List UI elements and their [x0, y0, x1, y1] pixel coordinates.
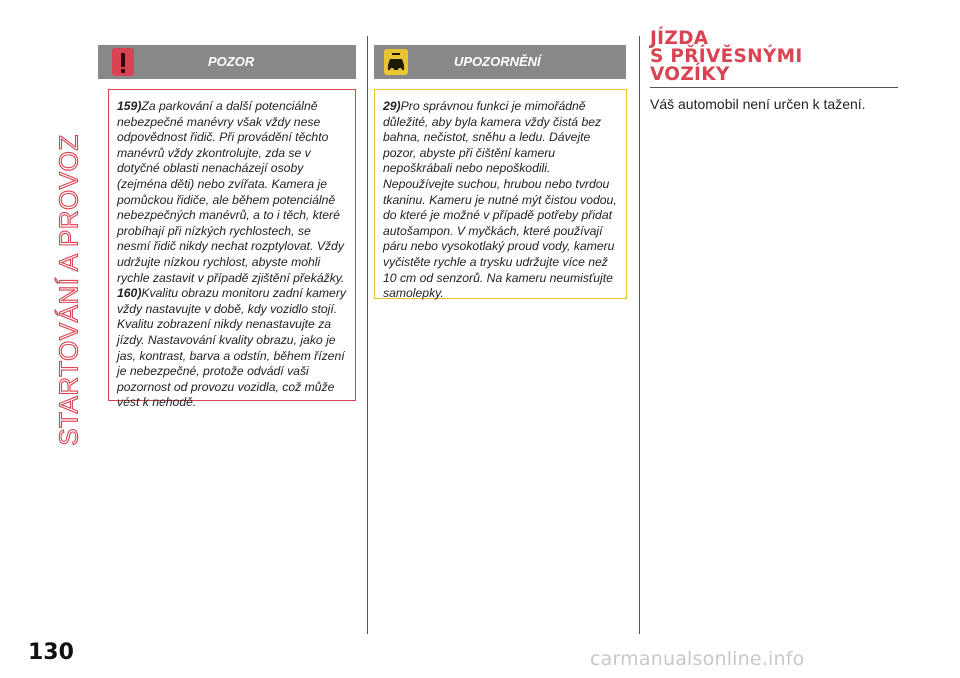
chapter-side-title: [48, 30, 90, 550]
page-number: 130: [28, 640, 74, 665]
pozor-header-title: POZOR: [208, 54, 255, 69]
section-title: [650, 30, 900, 84]
section-title-line-2: S PŘÍVĚSNÝMI: [650, 46, 803, 67]
section-title-line-3: VOZÍKY: [650, 64, 730, 85]
ref-159: 159): [117, 99, 142, 113]
column-divider-1: [367, 36, 368, 634]
watermark-text: carmanualsonline.info: [590, 648, 805, 670]
section-title-underline: [650, 87, 898, 88]
danger-exclamation-icon: [109, 45, 137, 84]
upozorneni-paragraph-29: [383, 99, 618, 302]
upozorneni-paragraph-29-text: Pro správnou funkci je mimořádně důležité, aby byla kamera vždy čistá bez bahna, nečistot, sněhu a ledu. Dávejte pozor, abyste při čištění kameru nepoškrábali nebo nepoškodili. Nepoužívejte suchou, hrubou nebo tvrdou tkaninu. Kameru je nutné mýt čistou vodou, do které je možné v případě potřeby přidat autošampon. V myčkách, které používají páru nebo vysokotlaký proud vody, kameru vyčistěte rychle a trysku udržujte více než 10 cm od senzorů. Na kameru neumisťujte samolepky.: [383, 99, 617, 301]
upozorneni-header-title: UPOZORNĚNÍ: [454, 54, 541, 69]
car-warning-icon: [382, 45, 410, 84]
pozor-paragraph-160-text: Kvalitu obrazu monitoru zadní kamery vždy nastavujte v době, kdy vozidlo stojí. Kvalitu zobrazení nikdy nenastavujte za jízdy. Nastavování kvality obrazu, jako je jas, kontrast, barva a odstín, během řízení je nebezpečné, protože odvádí vaši pozornost od provozu vozidla, což může vést k nehodě.: [117, 286, 346, 410]
pozor-text-box: [108, 89, 356, 410]
upozorneni-header-bar: [374, 45, 626, 79]
chapter-side-title-text: STARTOVÁNÍ A PROVOZ: [53, 134, 84, 446]
upozorneni-text-box: [374, 89, 627, 299]
pozor-paragraph-159: [117, 99, 347, 286]
pozor-paragraph-160: [117, 286, 347, 411]
column-divider-2: [639, 36, 640, 634]
ref-29: 29): [383, 99, 401, 113]
section-title-line-1: JÍZDA: [650, 28, 709, 49]
pozor-paragraph-159-text: Za parkování a další potenciálně nebezpečné manévry však vždy nese odpovědnost řidič. Při provádění těchto manévrů vždy zkontrolujte, zda se v dotyčné oblasti nenacházejí osoby (zejména děti) nebo zvířata. Kamera je pomůckou řidiče, ale během potenciálně nebezpečných manévrů, a to i těch, které probíhají při nízkých rychlostech, se nesmí řidič nikdy nechat rozptylovat. Vždy udržujte nízkou rychlost, abyste mohli rychle zastavit v případě zjištění překážky.: [117, 99, 345, 285]
section-body-text: Váš automobil není určen k tažení.: [650, 96, 866, 112]
ref-160: 160): [117, 286, 142, 301]
